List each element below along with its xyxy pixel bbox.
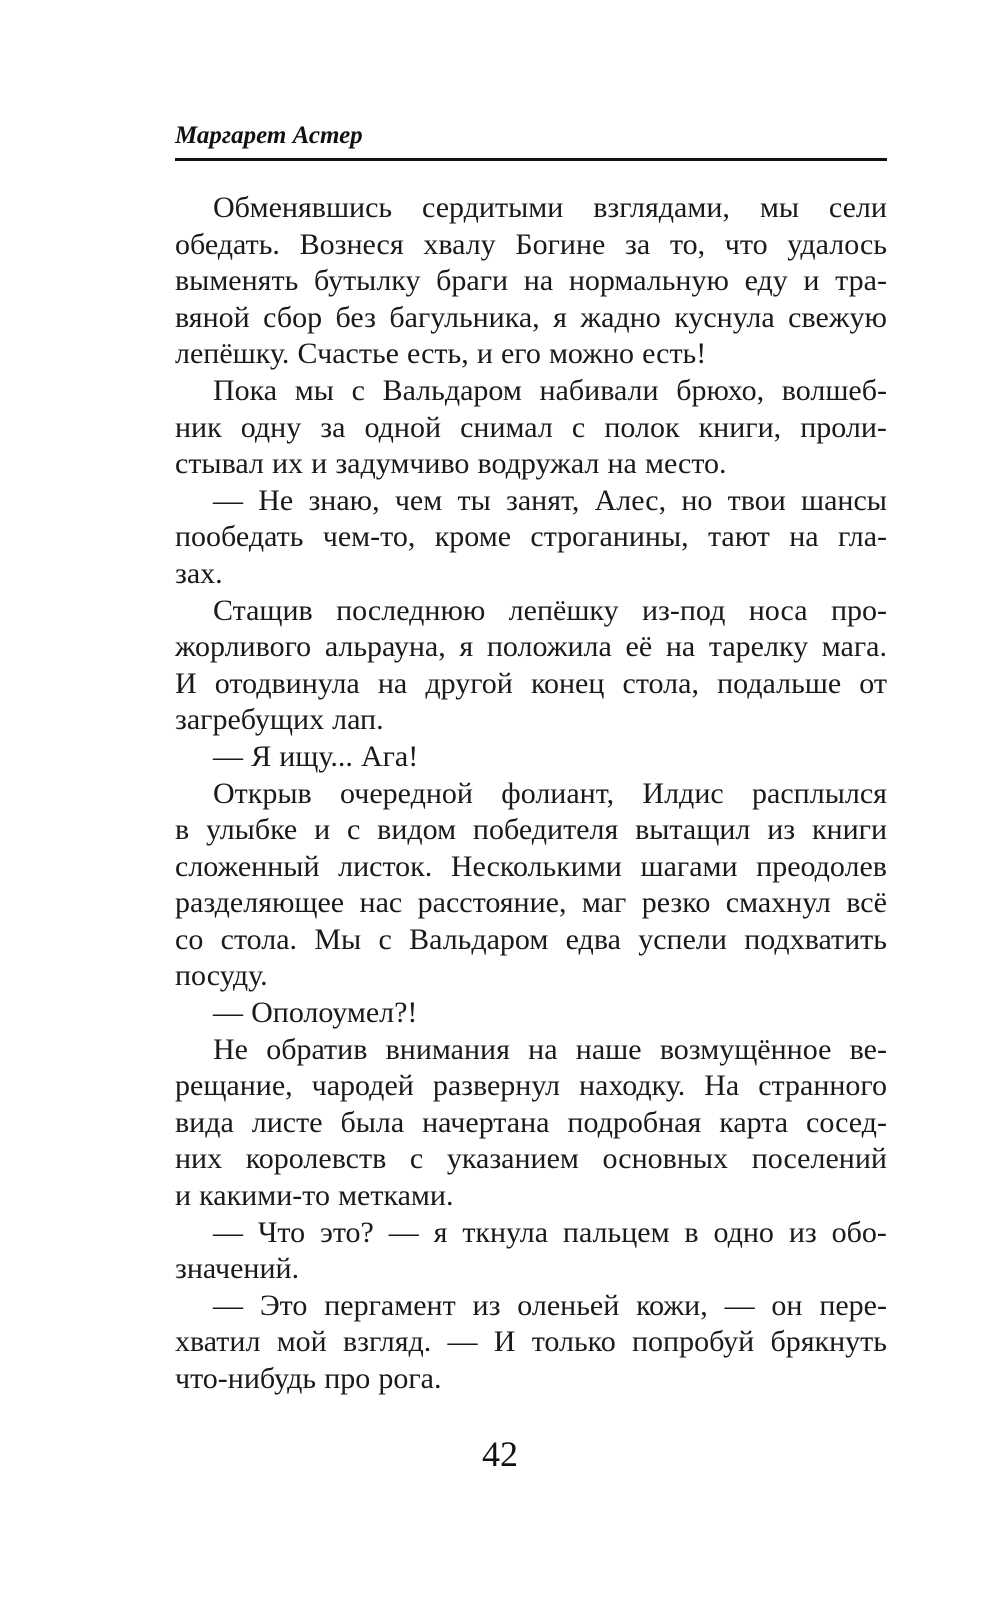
word: — [213,996,243,1030]
word: из-под [641,593,726,627]
text-line [175,556,887,593]
word: только [531,1325,616,1359]
text-line [175,227,887,264]
word: сбор [263,300,323,334]
word: На [704,1069,740,1103]
word: Вальдаром [382,373,522,407]
word: тают [707,520,770,554]
word: есть, [407,337,469,371]
word: резко [641,886,711,920]
text-line [175,1324,887,1361]
word: водружал [477,447,600,481]
word: внимания [385,1032,510,1066]
word: Обменявшись [213,191,393,224]
word: кожи, [636,1288,708,1322]
word: из [472,1288,501,1322]
word: место. [644,447,727,481]
word: что [724,227,768,261]
text-line [175,1361,887,1398]
text-line [175,922,887,959]
word: с [351,373,365,407]
text-line [175,1141,887,1178]
word: носа [748,593,808,627]
word: всё [846,886,887,920]
word: жадно [580,300,661,334]
word: наше [575,1032,642,1066]
word: подхватить [744,922,887,956]
word: маг [581,886,627,920]
word: развернул [432,1069,560,1103]
word: пергамент [324,1288,456,1322]
word: Мы [314,922,362,956]
word: набивали [539,373,659,407]
word: — [213,1288,243,1322]
word: за [320,410,346,444]
word: странного [758,1069,887,1103]
word: еду [744,264,788,298]
word: Богине [515,227,606,261]
word: и [175,1179,192,1213]
word: и [311,447,328,481]
word: указанием [446,1142,579,1176]
word: ве- [849,1032,887,1066]
word: них [175,1142,223,1176]
word: карта [719,1105,789,1139]
text-line [175,300,887,337]
text-line [175,373,887,410]
text-line [175,739,887,776]
word: Ополоумел?! [251,996,418,1030]
word: подальше [717,666,842,700]
text-line [175,958,887,995]
word: видом [377,813,457,847]
word: фолиант, [501,776,615,810]
word: гла- [837,520,887,554]
text-line [175,702,887,739]
word: смахнул [725,886,831,920]
word: тра- [835,264,887,298]
word: жорливого [175,630,312,664]
word: он [771,1288,803,1322]
word: на [377,666,408,700]
word: — [213,739,243,773]
word: Илдис [642,776,724,810]
word: про [324,1362,371,1395]
word: обедать. [175,227,280,261]
word: расстояние, [417,886,567,920]
word: сердитыми [422,191,564,224]
word: — [213,483,243,517]
word: Стащив [213,593,313,627]
word: с [378,922,392,956]
text-line [175,995,887,1032]
word: со [175,922,204,956]
word: какими-то [199,1179,330,1213]
word: лап. [332,703,384,737]
word: бутылку [313,264,421,298]
word: — [447,1325,478,1359]
word: стола. [220,922,298,956]
text-line [175,776,887,813]
word: без [335,300,376,334]
word: за [625,227,651,261]
text-line [175,1068,887,1105]
word: королевств [245,1142,387,1176]
text-line [175,849,887,886]
text-line [175,1105,887,1142]
word: расплылся [752,776,887,810]
word: очередной [340,776,473,810]
word: мага. [821,630,887,664]
word: одно [713,1215,774,1249]
text-line [175,483,887,520]
word: — [388,1215,419,1249]
word: Несколькими [450,849,622,883]
word: чем-то, [322,520,416,554]
word: брюхо, [676,373,765,407]
word: книги [811,813,887,847]
word: на [665,630,696,664]
body-text [175,190,887,1398]
word: браги [436,264,509,298]
word: обо- [831,1215,887,1249]
word: вяной [175,300,250,334]
word: значений. [175,1252,300,1286]
text-line [175,336,887,373]
word: стывал [175,447,264,481]
word: в [684,1215,699,1249]
word: ник [175,410,222,444]
word: И [175,666,197,700]
word: ткнула [462,1215,549,1249]
word: находку. [578,1069,686,1103]
word: начертана [422,1105,550,1139]
word: Счастье [297,337,399,371]
page-number: 42 [482,1434,518,1474]
word: Это [259,1288,308,1322]
word: пообедать [175,520,304,554]
word: Пока [213,373,278,407]
word: обратив [266,1032,368,1066]
word: ты [457,483,491,517]
word: твои [727,483,786,517]
word: альрауна, [324,630,446,664]
word: удалось [787,227,887,261]
word: выменять [175,264,299,298]
word: задумчиво [335,447,470,481]
word: хвалу [423,227,496,261]
word: загребущих [175,703,325,737]
word: Алес, [594,483,667,517]
word: оленьей [517,1288,620,1322]
text-line [175,190,887,227]
word: я [459,630,474,664]
word: из [767,813,796,847]
word: стола, [622,666,699,700]
word: про- [830,593,887,627]
word: строганины, [530,520,689,554]
word: я [433,1215,448,1249]
word: но [681,483,713,517]
word: в [175,813,190,847]
word: от [859,666,887,700]
word: была [340,1105,405,1139]
word: улыбке [206,813,298,847]
text-line [175,263,887,300]
word: успели [638,922,727,956]
word: Я [251,739,272,773]
word: я [553,300,567,334]
word: Не [213,1032,248,1066]
word: конец [530,666,605,700]
text-line [175,593,887,630]
word: вытащил [635,813,751,847]
word: победителя [472,813,619,847]
word: посуду. [175,959,268,993]
running-head: Маргарет Астер [175,122,363,149]
word: другой [425,666,513,700]
word: занят, [505,483,580,517]
text-line [175,1251,887,1288]
word: чародей [311,1069,414,1103]
word: взгляд. [342,1325,432,1359]
word: его [500,337,541,371]
word: их [272,447,304,481]
word: последнюю [336,593,486,627]
text-line [175,519,887,556]
word: пальцем [562,1215,670,1249]
word: с [571,410,586,444]
word: И [493,1325,516,1359]
text-line [175,629,887,666]
word: книги, [698,410,782,444]
word: и [314,813,331,847]
word: — [724,1288,755,1322]
word: есть! [642,337,707,371]
text-line [175,1032,887,1069]
word: что-нибудь [175,1362,317,1395]
word: мы [294,373,334,407]
text-line [175,666,887,703]
word: мой [276,1325,327,1359]
word: Что [257,1215,306,1249]
word: лепёшку. [175,337,290,371]
word: ищу... [279,739,353,773]
word: едва [565,922,621,956]
text-line [175,446,887,483]
word: то, [669,227,706,261]
word: с [409,1142,424,1176]
word: метками. [338,1179,454,1213]
text-line [175,885,887,922]
word: пере- [819,1288,887,1322]
word: нас [359,886,403,920]
word: листок. [338,849,433,883]
word: это? [319,1215,374,1249]
word: взглядами, [593,191,730,224]
word: рога. [378,1362,442,1395]
word: и [476,337,493,371]
word: знаю, [308,483,380,517]
word: на [523,264,554,298]
word: куснула [674,300,775,334]
word: Ага! [360,739,419,773]
word: на [528,1032,558,1066]
word: кроме [434,520,512,554]
text-line [175,812,887,849]
word: вида [175,1105,234,1139]
word: из [788,1215,817,1249]
word: сложенный [175,849,320,883]
word: сели [828,191,887,224]
text-line [175,410,887,447]
word: Вальдаром [409,922,549,956]
word: полок [604,410,680,444]
word: на [789,520,819,554]
word: поселений [751,1142,887,1176]
word: возмущённое [659,1032,832,1066]
word: тарелку [708,630,809,664]
word: разделяющее [175,886,345,920]
word: попробуй [631,1325,755,1359]
word: багульника, [389,300,540,334]
text-line [175,1178,887,1215]
word: листе [251,1105,323,1139]
word: зах. [175,556,223,590]
word: нормальную [568,264,729,298]
word: отодвинула [214,666,360,700]
word: одну [240,410,302,444]
word: шансы [800,483,887,517]
word: брякнуть [770,1325,887,1359]
word: хватил [175,1325,261,1359]
word: преодолев [756,849,887,883]
word: Открыв [213,776,312,810]
word: снимал [460,410,553,444]
word: свежую [788,300,887,334]
word: чем [394,483,443,517]
word: мы [759,191,799,224]
word: можно [548,337,634,371]
word: лепёшку [508,593,619,627]
text-line [175,1288,887,1325]
word: положила [486,630,612,664]
word: сосед- [806,1105,887,1139]
word: с [346,813,361,847]
word: на [607,447,637,481]
word: Не [258,483,294,517]
word: Вознеся [299,227,404,261]
word: одной [364,410,442,444]
word: рещание, [175,1069,293,1103]
word: волшеб- [781,373,887,407]
word: шагами [640,849,738,883]
header-rule [175,158,887,161]
word: и [803,264,820,298]
word: её [625,630,653,664]
word: — [213,1215,243,1249]
text-line [175,1215,887,1252]
word: подробная [567,1105,702,1139]
word: проли- [800,410,887,444]
word: основных [602,1142,729,1176]
